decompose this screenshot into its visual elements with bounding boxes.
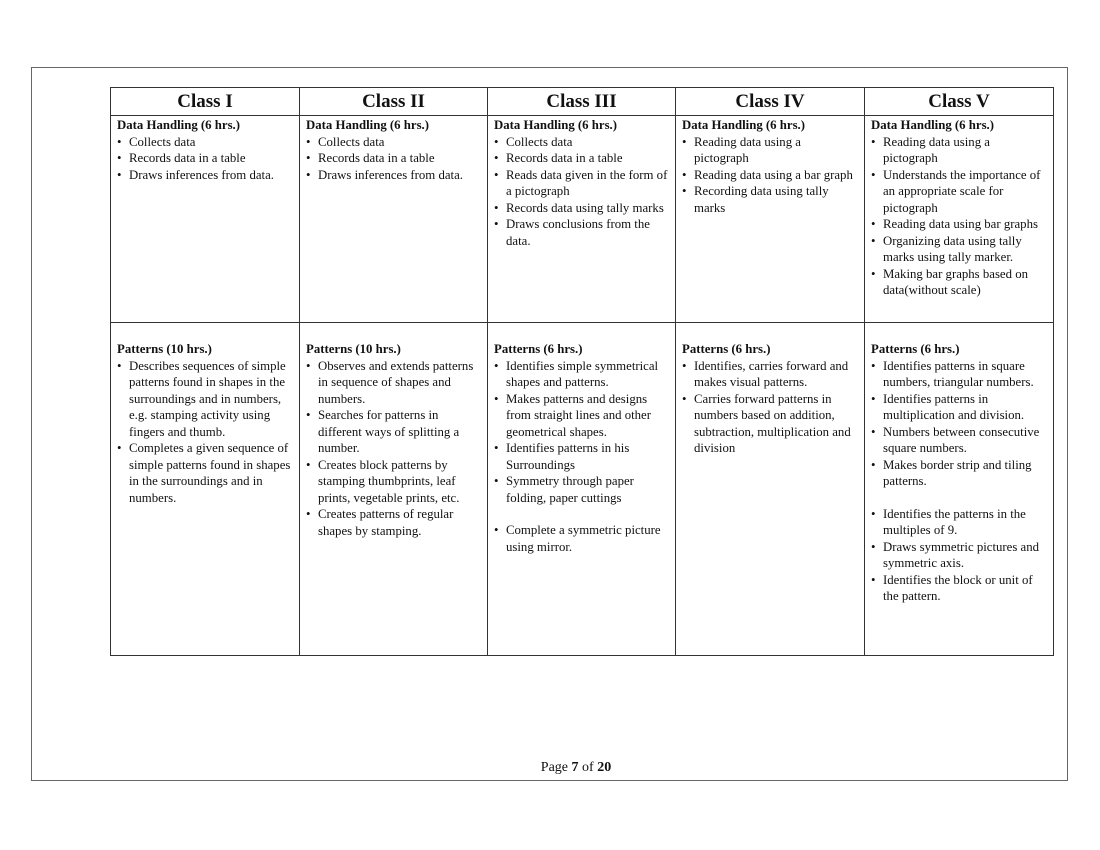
table-cell bbox=[676, 323, 865, 656]
bullet-list bbox=[117, 134, 293, 184]
column-header: Class IV bbox=[676, 88, 865, 116]
table-cell bbox=[676, 116, 865, 323]
section-title: Patterns (6 hrs.) bbox=[682, 342, 771, 356]
bullet-item: • Draws conclusions from the data. bbox=[494, 216, 669, 249]
bullet-list bbox=[117, 358, 293, 507]
section-title: Data Handling (6 hrs.) bbox=[871, 118, 995, 132]
table-cell bbox=[865, 116, 1054, 323]
bullet-item: • Reading data using a pictograph bbox=[682, 134, 858, 167]
table-row bbox=[111, 116, 1054, 323]
bullet-list bbox=[871, 134, 1047, 299]
bullet-list bbox=[306, 134, 481, 184]
bullet-item: • Observes and extends patterns in sequence of shapes and numbers. bbox=[306, 358, 481, 408]
section-title: Patterns (10 hrs.) bbox=[306, 342, 401, 356]
bullet-item: • Collects data bbox=[494, 134, 669, 151]
curriculum-table bbox=[110, 87, 1054, 656]
bullet-item: • Identifies patterns in square numbers, triangular numbers. bbox=[871, 358, 1047, 391]
bullet-item: • Reading data using a pictograph bbox=[871, 134, 1047, 167]
bullet-item: • Making bar graphs based on data(without scale) bbox=[871, 266, 1047, 299]
bullet-item: • Organizing data using tally marks using tally marker. bbox=[871, 233, 1047, 266]
bullet-item: • Records data in a table bbox=[306, 150, 481, 167]
bullet-item: • Recording data using tally marks bbox=[682, 183, 858, 216]
table-cell bbox=[111, 323, 300, 656]
table-cell bbox=[111, 116, 300, 323]
page-label: Page bbox=[540, 760, 569, 775]
bullet-item: • Draws inferences from data. bbox=[306, 167, 481, 184]
bullet-item: • Identifies, carries forward and makes visual patterns. bbox=[682, 358, 858, 391]
bullet-item: • Draws symmetric pictures and symmetric axis. bbox=[871, 539, 1047, 572]
column-header: Class II bbox=[300, 88, 488, 116]
bullet-item: • Creates block patterns by stamping thumbprints, leaf prints, vegetable prints, etc. bbox=[306, 457, 481, 507]
section-title: Patterns (6 hrs.) bbox=[871, 342, 960, 356]
page-footer bbox=[0, 760, 1100, 776]
bullet-item: • Identifies patterns in multiplication and division. bbox=[871, 391, 1047, 424]
bullet-item: • Creates patterns of regular shapes by stamping. bbox=[306, 506, 481, 539]
bullet-item: • Completes a given sequence of simple patterns found in shapes in the surroundings and in numbers. bbox=[117, 440, 293, 506]
bullet-item: • Makes border strip and tiling patterns. bbox=[871, 457, 1047, 490]
bullet-list bbox=[494, 134, 669, 250]
bullet-item: • Reads data given in the form of a pictograph bbox=[494, 167, 669, 200]
table-cell bbox=[488, 116, 676, 323]
bullet-item: • Carries forward patterns in numbers based on addition, subtraction, multiplication and division bbox=[682, 391, 858, 457]
bullet-item: • Symmetry through paper folding, paper cuttings bbox=[494, 473, 669, 506]
bullet-item: • Draws inferences from data. bbox=[117, 167, 293, 184]
bullet-item: • Identifies the block or unit of the pattern. bbox=[871, 572, 1047, 605]
bullet-item: • Reading data using bar graphs bbox=[871, 216, 1047, 233]
section-title: Patterns (10 hrs.) bbox=[117, 342, 212, 356]
table-cell bbox=[300, 323, 488, 656]
bullet-list bbox=[494, 358, 669, 556]
table-cell bbox=[300, 116, 488, 323]
bullet-item: • Identifies simple symmetrical shapes and patterns. bbox=[494, 358, 669, 391]
bullet-item: • Records data using tally marks bbox=[494, 200, 669, 217]
bullet-item: • Identifies patterns in his Surroundings bbox=[494, 440, 669, 473]
section-title: Data Handling (6 hrs.) bbox=[494, 118, 618, 132]
bullet-list bbox=[682, 358, 858, 457]
bullet-item: • Understands the importance of an appropriate scale for pictograph bbox=[871, 167, 1047, 217]
column-header: Class V bbox=[865, 88, 1054, 116]
section-title: Patterns (6 hrs.) bbox=[494, 342, 583, 356]
page-of-label: of bbox=[582, 760, 594, 775]
header-row bbox=[111, 88, 1054, 116]
bullet-item: • Complete a symmetric picture using mirror. bbox=[494, 522, 669, 555]
section-title: Data Handling (6 hrs.) bbox=[306, 118, 430, 132]
bullet-list bbox=[682, 134, 858, 217]
bullet-item: • Records data in a table bbox=[117, 150, 293, 167]
table-row bbox=[111, 323, 1054, 656]
bullet-item: • Searches for patterns in different ways of splitting a number. bbox=[306, 407, 481, 457]
bullet-item: • Reading data using a bar graph bbox=[682, 167, 858, 184]
bullet-item: • Identifies the patterns in the multiples of 9. bbox=[871, 506, 1047, 539]
table-cell bbox=[488, 323, 676, 656]
bullet-item: • Numbers between consecutive square numbers. bbox=[871, 424, 1047, 457]
section-title: Data Handling (6 hrs.) bbox=[682, 118, 806, 132]
section-title: Data Handling (6 hrs.) bbox=[117, 118, 241, 132]
page-total: 20 bbox=[597, 760, 612, 775]
page-current: 7 bbox=[571, 760, 579, 775]
column-header: Class III bbox=[488, 88, 676, 116]
bullet-item: • Describes sequences of simple patterns found in shapes in the surroundings and in numbers, e.g. stamping activity using fingers and thumb. bbox=[117, 358, 293, 441]
bullet-item: • Makes patterns and designs from straight lines and other geometrical shapes. bbox=[494, 391, 669, 441]
bullet-item: • Collects data bbox=[117, 134, 293, 151]
column-header: Class I bbox=[111, 88, 300, 116]
bullet-list bbox=[306, 358, 481, 540]
bullet-item: • Records data in a table bbox=[494, 150, 669, 167]
table-cell bbox=[865, 323, 1054, 656]
bullet-list bbox=[871, 358, 1047, 605]
bullet-item: • Collects data bbox=[306, 134, 481, 151]
